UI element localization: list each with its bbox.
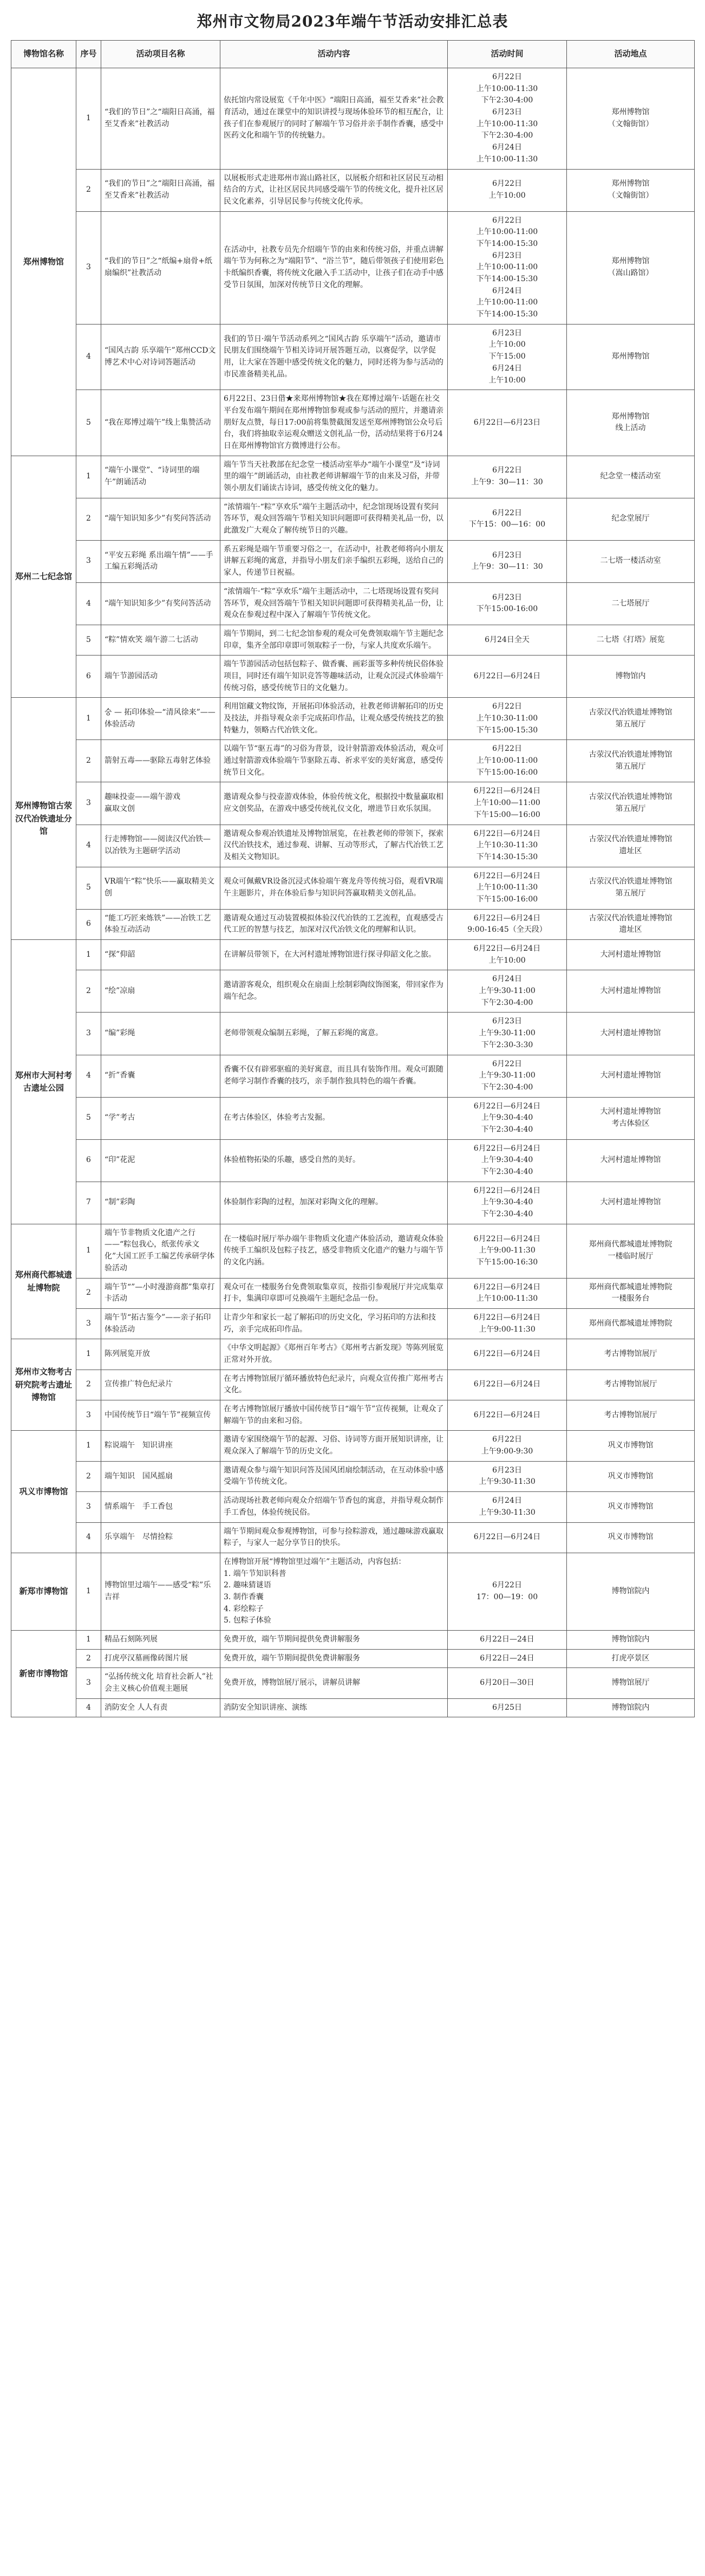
activity-time-cell: 6月22日 17：00—19：00 — [448, 1553, 567, 1630]
activity-time-cell: 6月22日—6月24日 上午10:30-11:30 下午14:30-15:30 — [448, 825, 567, 867]
activity-name-cell: “折”香囊 — [101, 1055, 220, 1097]
row-number-cell: 5 — [76, 1097, 101, 1139]
activity-name-cell: “探”仰韶 — [101, 940, 220, 970]
activity-place-cell: 博物馆院内 — [567, 1631, 695, 1650]
header-row — [11, 41, 695, 68]
activity-content-cell: 以端午节“驱五毒”的习俗为背景，设计射箭游戏体验活动，观众可通过射箭游戏体验端午节驱除五毒、祈求平安的美好寓意，感受传统节日文化。 — [220, 740, 448, 782]
activity-content-cell: 我们的节日·端午节活动系列之“国风古韵 乐享端午”活动，邀请市民朋友们围绕端午节相关诗词开展答题互动，以赛促学，以学促用，让大家在答题中感受传统文化的魅力，同时还将为参与活动的市民准备精美礼品。 — [220, 324, 448, 390]
table-row — [11, 698, 695, 740]
activity-place-cell: 郑州博物馆 （文翰街馆） — [567, 68, 695, 170]
table-row — [11, 1668, 695, 1698]
table-row — [11, 1339, 695, 1370]
activity-name-cell: 粽说端午 知识讲座 — [101, 1431, 220, 1461]
row-number-cell: 1 — [76, 68, 101, 170]
row-number-cell: 1 — [76, 1631, 101, 1650]
header-museum: 博物馆名称 — [11, 41, 76, 68]
activity-content-cell: 邀请观众参观冶铁遗址及博物馆展览，在社教老师的带领下，探索汉代冶铁技术，通过参观、讲解、互动等形式，了解古代冶铁工艺及相关文物知识。 — [220, 825, 448, 867]
table-body — [11, 68, 695, 1717]
activity-place-cell: 博物馆内 — [567, 656, 695, 698]
activity-place-cell: 纪念堂展厅 — [567, 498, 695, 540]
activity-name-cell: 中国传统节日“端午节”视频宣传 — [101, 1400, 220, 1431]
activity-time-cell: 6月20日—30日 — [448, 1668, 567, 1698]
activity-name-cell: 端午节非物质文化遗产之行——“粽包我心，纸张传承文化”大国工匠手工编艺传承研学体验活动 — [101, 1224, 220, 1278]
activity-place-cell: 古荥汉代冶铁遗址博物馆 第五展厅 — [567, 698, 695, 740]
activity-time-cell: 6月22日 下午15：00—16：00 — [448, 498, 567, 540]
activity-time-cell: 6月24日 上午9:30-11:00 下午2:30-4:00 — [448, 970, 567, 1013]
table-row — [11, 1492, 695, 1522]
activity-content-cell: 邀请游客观众，组织观众在扇面上绘制彩陶纹饰图案，带回家作为端午纪念。 — [220, 970, 448, 1013]
activity-time-cell: 6月22日 上午10:00-11:30 下午2:30-4:00 6月23日 上午10:00-11:30 下午2:30-4:00 6月24日 上午10:00-11:30 — [448, 68, 567, 170]
activity-place-cell: 二七塔展厅 — [567, 582, 695, 625]
row-number-cell: 1 — [76, 698, 101, 740]
row-number-cell: 5 — [76, 390, 101, 456]
table-row — [11, 1308, 695, 1339]
activity-time-cell: 6月22日—6月24日 — [448, 1522, 567, 1553]
activity-time-cell: 6月22日 上午10:30-11:00 下午15:00-15:30 — [448, 698, 567, 740]
activity-time-cell: 6月22日—6月24日 上午9:30-4:40 下午2:30-4:40 — [448, 1139, 567, 1182]
activity-time-cell: 6月22日—6月24日 上午9:00-11:30 下午15:00-16:30 — [448, 1224, 567, 1278]
activity-time-cell: 6月23日 上午9:30-11:30 — [448, 1461, 567, 1491]
activity-time-cell: 6月22日—6月24日 — [448, 1370, 567, 1400]
activity-place-cell: 博物馆院内 — [567, 1698, 695, 1717]
table-row — [11, 1522, 695, 1553]
activity-name-cell: “制”彩陶 — [101, 1182, 220, 1224]
table-row — [11, 68, 695, 170]
activity-time-cell: 6月22日 上午10:00-11:00 下午15:00-16:00 — [448, 740, 567, 782]
header-activity-place: 活动地点 — [567, 41, 695, 68]
museum-name-cell: 郑州市大河村考古遗址公园 — [11, 940, 76, 1224]
activity-content-cell: 利用馆藏文物纹饰，开展拓印体验活动，社教老师讲解拓印的历史及技法，并指导观众亲手完成拓印作品，让观众感受传统技艺的独特魅力，领略古代冶铁文化。 — [220, 698, 448, 740]
activity-place-cell: 大河村遗址博物馆 — [567, 940, 695, 970]
activity-content-cell: 免费开放，博物馆展厅展示，讲解员讲解 — [220, 1668, 448, 1698]
activity-name-cell: “学”考古 — [101, 1097, 220, 1139]
header-no: 序号 — [76, 41, 101, 68]
row-number-cell: 2 — [76, 498, 101, 540]
activity-content-cell: 在考古博物馆展厅循环播放特色纪录片，向观众宣传推广郑州考古文化。 — [220, 1370, 448, 1400]
activity-place-cell: 郑州博物馆 — [567, 324, 695, 390]
activity-place-cell: 大河村遗址博物馆 考古体验区 — [567, 1097, 695, 1139]
table-row — [11, 1370, 695, 1400]
table-row — [11, 1461, 695, 1491]
row-number-cell: 3 — [76, 782, 101, 825]
activity-time-cell: 6月22日—6月24日 上午10:00 — [448, 940, 567, 970]
activity-name-cell: 端午节游园活动 — [101, 656, 220, 698]
table-row — [11, 1431, 695, 1461]
activity-place-cell: 郑州商代都城遗址博物院 一楼临时展厅 — [567, 1224, 695, 1278]
activity-content-cell: 在一楼临时展厅举办端午非物质文化遗产体验活动，邀请观众体验传统手工编织及包粽子技艺，感受非物质文化遗产的魅力与端午节的文化内涵。 — [220, 1224, 448, 1278]
activity-place-cell: 郑州博物馆 （嵩山路馆） — [567, 211, 695, 324]
activity-name-cell: “我在郑博过端午”线上集赞活动 — [101, 390, 220, 456]
activity-time-cell: 6月24日 上午9:30-11:30 — [448, 1492, 567, 1522]
activity-time-cell: 6月22日 上午9:00-9:30 — [448, 1431, 567, 1461]
table-row — [11, 1097, 695, 1139]
activity-place-cell: 大河村遗址博物馆 — [567, 1182, 695, 1224]
activity-name-cell: “端午知识知多少”有奖问答活动 — [101, 582, 220, 625]
activity-content-cell: 在考古博物馆展厅播放中国传统节日“端午节”宣传视频，让观众了解端午节的由来和习俗。 — [220, 1400, 448, 1431]
table-row — [11, 740, 695, 782]
activity-time-cell: 6月22日—6月24日 9:00-16:45（全天段） — [448, 909, 567, 939]
schedule-table — [11, 40, 695, 1717]
activity-content-cell: 免费开放，端午节期间提供免费讲解服务 — [220, 1631, 448, 1650]
table-row — [11, 782, 695, 825]
museum-name-cell: 巩义市博物馆 — [11, 1431, 76, 1553]
activity-content-cell: “浓情端午·“粽”享欢乐”端午主题活动中，二七塔现场设置有奖问答环节，观众回答端午节相关知识问题即可获得精美礼品一份，让观众在参观过程中深入了解端午节传统文化。 — [220, 582, 448, 625]
activity-place-cell: 巩义市博物馆 — [567, 1522, 695, 1553]
activity-content-cell: 以展板形式走进郑州市嵩山路社区，以展板介绍和社区居民互动相结合的方式，让社区居民共同感受端午节的传统文化，提升社区居民文化素养，引导居民参与传统文化传承。 — [220, 169, 448, 211]
museum-name-cell: 新郑市博物馆 — [11, 1553, 76, 1630]
row-number-cell: 2 — [76, 1370, 101, 1400]
row-number-cell: 2 — [76, 169, 101, 211]
activity-place-cell: 大河村遗址博物馆 — [567, 1055, 695, 1097]
activity-place-cell: 考古博物馆展厅 — [567, 1339, 695, 1370]
activity-place-cell: 考古博物馆展厅 — [567, 1400, 695, 1431]
activity-time-cell: 6月22日—6月24日 上午10:00-11:30 下午15:00-16:00 — [448, 867, 567, 909]
row-number-cell: 3 — [76, 1400, 101, 1431]
activity-content-cell: 在博物馆开展“博物馆里过端午”主题活动，内容包括： 1. 端午节知识科普 2. 趣味猜谜语 3. 制作香囊 4. 彩绘粽子 5. 包粽子体验 — [220, 1553, 448, 1630]
activity-content-cell: 体验制作彩陶的过程，加深对彩陶文化的理解。 — [220, 1182, 448, 1224]
activity-content-cell: 依托馆内常设展览《千年中医》“端阳日高涌，福至艾香来”社会教育活动，通过在课堂中的知识讲授与现场体验环节的相互配合，让孩子们在参观展厅的同时了解端午节习俗并亲手制作香囊，感受中医药文化和端午节的传统魅力。 — [220, 68, 448, 170]
activity-content-cell: 6月22日、23日借★来郑州博物馆★我在郑博过端午·话题在社交平台发布端午期间在郑州博物馆参观或参与活动的照片，并邀请亲朋好友点赞，每日17:00前将集赞截图发送至郑州博物馆公众号后台，我们将抽取幸运观众赠送文创礼品一份，活动结果将于6月24日在郑州博物馆官方微博进行公布。 — [220, 390, 448, 456]
row-number-cell: 3 — [76, 1308, 101, 1339]
activity-content-cell: “浓情端午·“粽”享欢乐”端午主题活动中，纪念馆现场设置有奖问答环节，观众回答端午节相关知识问题即可获得精美礼品一份，以此激发广大观众了解传统节日的兴趣。 — [220, 498, 448, 540]
activity-time-cell: 6月22日—6月23日 — [448, 390, 567, 456]
activity-content-cell: 端午节期间观众参观博物馆，可参与捡粽游戏，通过趣味游戏赢取粽子，与家人一起分享节日的快乐。 — [220, 1522, 448, 1553]
activity-place-cell: 郑州博物馆 线上活动 — [567, 390, 695, 456]
activity-time-cell: 6月22日—6月24日 上午10:00—11:00 下午15:00—16:00 — [448, 782, 567, 825]
row-number-cell: 4 — [76, 1698, 101, 1717]
activity-name-cell: 陈列展览开放 — [101, 1339, 220, 1370]
row-number-cell: 5 — [76, 867, 101, 909]
row-number-cell: 2 — [76, 970, 101, 1013]
activity-content-cell: 邀请观众参与端午知识问答及国风团扇绘制活动，在互动体验中感受端午节传统文化。 — [220, 1461, 448, 1491]
table-row — [11, 909, 695, 939]
activity-name-cell: “平安五彩绳 系出端午情”——手工编五彩绳活动 — [101, 540, 220, 582]
header-activity-content: 活动内容 — [220, 41, 448, 68]
activity-place-cell: 博物馆院内 — [567, 1553, 695, 1630]
museum-name-cell: 郑州商代都城遗址博物院 — [11, 1224, 76, 1339]
activity-name-cell: 端午节“拓古鉴今”——亲子拓印体验活动 — [101, 1308, 220, 1339]
row-number-cell: 2 — [76, 1649, 101, 1668]
activity-place-cell: 二七塔一楼活动室 — [567, 540, 695, 582]
row-number-cell: 5 — [76, 625, 101, 655]
museum-name-cell: 郑州二七纪念馆 — [11, 456, 76, 698]
activity-time-cell: 6月22日 上午10:00 — [448, 169, 567, 211]
activity-content-cell: 在考古体验区，体验考古发掘。 — [220, 1097, 448, 1139]
activity-content-cell: 观众可佩戴VR设备沉浸式体验端午赛龙舟等传统习俗，观看VR端午主题影片，并在体验后参与知识问答赢取精美文创礼品。 — [220, 867, 448, 909]
activity-name-cell: 宣传推广特色纪录片 — [101, 1370, 220, 1400]
table-row — [11, 1400, 695, 1431]
activity-name-cell: 精品石刻陈列展 — [101, 1631, 220, 1650]
activity-place-cell: 考古博物馆展厅 — [567, 1370, 695, 1400]
table-row — [11, 540, 695, 582]
activity-time-cell: 6月24日全天 — [448, 625, 567, 655]
activity-content-cell: 邀请专家围绕端午节的起源、习俗、诗词等方面开展知识讲座，让观众深入了解端午节的历史文化。 — [220, 1431, 448, 1461]
activity-name-cell: 行走博物馆——阅读汉代冶铁—以冶铁为主题研学活动 — [101, 825, 220, 867]
activity-name-cell: “我们的节日”之“端阳日高涌，福至艾香来”社教活动 — [101, 68, 220, 170]
activity-place-cell: 郑州商代都城遗址博物院 — [567, 1308, 695, 1339]
activity-name-cell: 箭射五毒——驱除五毒射艺体验 — [101, 740, 220, 782]
table-row — [11, 825, 695, 867]
row-number-cell: 4 — [76, 582, 101, 625]
row-number-cell: 1 — [76, 1339, 101, 1370]
activity-name-cell: 趣味投壶——端午游戏 赢取文创 — [101, 782, 220, 825]
table-row — [11, 1553, 695, 1630]
activity-name-cell: 打虎亭汉墓画像砖图片展 — [101, 1649, 220, 1668]
table-row — [11, 390, 695, 456]
table-row — [11, 169, 695, 211]
activity-name-cell: 消防安全 人人有责 — [101, 1698, 220, 1717]
museum-name-cell: 郑州博物馆 — [11, 68, 76, 456]
activity-name-cell: 端午知识 国风摇扇 — [101, 1461, 220, 1491]
row-number-cell: 3 — [76, 1492, 101, 1522]
row-number-cell: 1 — [76, 456, 101, 498]
row-number-cell: 6 — [76, 1139, 101, 1182]
activity-place-cell: 古荥汉代冶铁遗址博物馆 遗址区 — [567, 825, 695, 867]
row-number-cell: 1 — [76, 1431, 101, 1461]
activity-place-cell: 大河村遗址博物馆 — [567, 1013, 695, 1055]
row-number-cell: 3 — [76, 540, 101, 582]
activity-name-cell: “绘”凉扇 — [101, 970, 220, 1013]
activity-time-cell: 6月22日—6月24日 上午9:00-11:30 — [448, 1308, 567, 1339]
table-row — [11, 1055, 695, 1097]
activity-place-cell: 博物馆展厅 — [567, 1668, 695, 1698]
activity-time-cell: 6月23日 上午9:30-11:00 下午2:30-3:30 — [448, 1013, 567, 1055]
activity-time-cell: 6月25日 — [448, 1698, 567, 1717]
activity-place-cell: 古荥汉代冶铁遗址博物馆 第五展厅 — [567, 867, 695, 909]
activity-name-cell: VR端午“粽”快乐——赢取精美文创 — [101, 867, 220, 909]
table-row — [11, 211, 695, 324]
activity-content-cell: 端午节期间，到二七纪念馆参观的观众可免费领取端午节主题纪念印章，集齐全部印章即可领取粽子一份，与家人共度欢乐端午。 — [220, 625, 448, 655]
row-number-cell: 4 — [76, 324, 101, 390]
activity-name-cell: “能工巧匠来炼铁”——冶铁工艺体验互动活动 — [101, 909, 220, 939]
activity-content-cell: 端午节当天社教部在纪念堂一楼活动室举办“端午小课堂”及“诗词里的端午”朗诵活动，由社教老师讲解端午节的由来及习俗，并带领小朋友们诵读古诗词，感受传统文化的魅力。 — [220, 456, 448, 498]
header-activity-name: 活动项目名称 — [101, 41, 220, 68]
activity-name-cell: 숭 — 拓印体验—“清风徐来”——体验活动 — [101, 698, 220, 740]
table-row — [11, 867, 695, 909]
activity-place-cell: 纪念堂一楼活动室 — [567, 456, 695, 498]
table-row — [11, 456, 695, 498]
activity-place-cell: 大河村遗址博物馆 — [567, 970, 695, 1013]
row-number-cell: 3 — [76, 1013, 101, 1055]
activity-name-cell: “编”彩绳 — [101, 1013, 220, 1055]
table-row — [11, 940, 695, 970]
activity-name-cell: “端午知识知多少”有奖问答活动 — [101, 498, 220, 540]
museum-name-cell: 郑州博物馆古荥汉代冶铁遗址分馆 — [11, 698, 76, 940]
activity-name-cell: “国风古韵 乐享端午”郑州CCD文博艺术中心对诗词答题活动 — [101, 324, 220, 390]
row-number-cell: 3 — [76, 1668, 101, 1698]
row-number-cell: 3 — [76, 211, 101, 324]
row-number-cell: 6 — [76, 909, 101, 939]
table-row — [11, 625, 695, 655]
activity-time-cell: 6月23日 上午10:00 下午15:00 6月24日 上午10:00 — [448, 324, 567, 390]
activity-name-cell: 端午节“”—小时漫游商都”集章打卡活动 — [101, 1278, 220, 1308]
museum-name-cell: 郑州市文物考古研究院考古遗址博物馆 — [11, 1339, 76, 1431]
row-number-cell: 7 — [76, 1182, 101, 1224]
activity-time-cell: 6月23日 下午15:00-16:00 — [448, 582, 567, 625]
table-row — [11, 1182, 695, 1224]
table-row — [11, 324, 695, 390]
activity-content-cell: 《中华文明起源》《郑州百年考古》《郑州考古新发现》等陈列展览正常对外开放。 — [220, 1339, 448, 1370]
museum-name-cell: 新密市博物馆 — [11, 1631, 76, 1717]
activity-place-cell: 古荥汉代冶铁遗址博物馆 遗址区 — [567, 909, 695, 939]
activity-time-cell: 6月22日—24日 — [448, 1631, 567, 1650]
activity-name-cell: “粽”情欢笑 端午游二七活动 — [101, 625, 220, 655]
activity-place-cell: 二七塔《打塔》展览 — [567, 625, 695, 655]
activity-content-cell: 香囊不仅有辟邪驱瘟的美好寓意，而且具有装饰作用。观众可跟随老师学习制作香囊的技巧，亲手制作独具特色的端午香囊。 — [220, 1055, 448, 1097]
activity-content-cell: 活动现场社教老师向观众介绍端午节香包的寓意，并指导观众制作手工香包，体验传统民俗。 — [220, 1492, 448, 1522]
table-row — [11, 1224, 695, 1278]
activity-time-cell: 6月23日 上午9：30—11：30 — [448, 540, 567, 582]
activity-place-cell: 打虎亭景区 — [567, 1649, 695, 1668]
table-row — [11, 498, 695, 540]
activity-name-cell: “端午小课堂”、“诗词里的端午”朗诵活动 — [101, 456, 220, 498]
activity-name-cell: “弘扬传统文化 培育社会新人”社会主义核心价值观主题展 — [101, 1668, 220, 1698]
page-title: 郑州市文物局2023年端午节活动安排汇总表 — [197, 12, 508, 30]
activity-time-cell: 6月22日—6月24日 上午9:30-4:40 下午2:30-4:40 — [448, 1182, 567, 1224]
activity-time-cell: 6月22日—6月24日 上午10:00-11:30 — [448, 1278, 567, 1308]
activity-time-cell: 6月22日—6月24日 — [448, 1339, 567, 1370]
table-row — [11, 1631, 695, 1650]
table-row — [11, 1698, 695, 1717]
table-row — [11, 656, 695, 698]
table-row — [11, 1278, 695, 1308]
row-number-cell: 4 — [76, 825, 101, 867]
activity-place-cell: 巩义市博物馆 — [567, 1492, 695, 1522]
activity-time-cell: 6月22日—24日 — [448, 1649, 567, 1668]
table-row — [11, 970, 695, 1013]
row-number-cell: 2 — [76, 1461, 101, 1491]
activity-content-cell: 观众可在一楼服务台免费领取集章页，按指引参观展厅并完成集章打卡，集满印章即可兑换端午主题纪念品一份。 — [220, 1278, 448, 1308]
row-number-cell: 2 — [76, 740, 101, 782]
activity-content-cell: 邀请观众参与投壶游戏体验，体验传统文化，根据投中数量赢取相应文创奖品，在游戏中感受传统礼仪文化，增进节日欢乐氛围。 — [220, 782, 448, 825]
activity-content-cell: 让青少年和家长一起了解拓印的历史文化，学习拓印的方法和技巧，亲手完成拓印作品。 — [220, 1308, 448, 1339]
row-number-cell: 1 — [76, 940, 101, 970]
table-row — [11, 1649, 695, 1668]
activity-content-cell: 消防安全知识讲座、演练 — [220, 1698, 448, 1717]
activity-time-cell: 6月22日—6月24日 — [448, 656, 567, 698]
table-row — [11, 1139, 695, 1182]
row-number-cell: 4 — [76, 1522, 101, 1553]
activity-name-cell: “印”花泥 — [101, 1139, 220, 1182]
row-number-cell: 2 — [76, 1278, 101, 1308]
activity-content-cell: 端午节游园活动包括包粽子、做香囊、画彩蛋等多种传统民俗体验项目，同时还有端午知识竞答等趣味活动，让观众沉浸式体验端午传统习俗，感受传统节日的文化魅力。 — [220, 656, 448, 698]
row-number-cell: 1 — [76, 1224, 101, 1278]
activity-place-cell: 巩义市博物馆 — [567, 1431, 695, 1461]
activity-time-cell: 6月22日 上午9:30-11:00 下午2:30-4:00 — [448, 1055, 567, 1097]
table-row — [11, 582, 695, 625]
activity-place-cell: 郑州商代都城遗址博物院 一楼服务台 — [567, 1278, 695, 1308]
activity-name-cell: 情系端午 手工香包 — [101, 1492, 220, 1522]
activity-content-cell: 在活动中，社教专员先介绍端午节的由来和传统习俗，并重点讲解端午节为何称之为“端阳节”、“浴兰节”，随后带领孩子们使用彩色卡纸编织香囊，将传统文化融入手工活动中，让孩子们在动手中感受节日氛围，加深对传统节日文化的理解。 — [220, 211, 448, 324]
activity-time-cell: 6月22日 上午10:00-11:00 下午14:00-15:30 6月23日 上午10:00-11:00 下午14:00-15:30 6月24日 上午10:00-11:00 下午14:00-15:30 — [448, 211, 567, 324]
activity-content-cell: 邀请观众通过互动装置模拟体验汉代冶铁的工艺流程，直观感受古代工匠的智慧与技艺，加深对汉代冶铁文化的理解和认识。 — [220, 909, 448, 939]
row-number-cell: 4 — [76, 1055, 101, 1097]
activity-place-cell: 大河村遗址博物馆 — [567, 1139, 695, 1182]
activity-place-cell: 郑州博物馆 （文翰街馆） — [567, 169, 695, 211]
activity-name-cell: “我们的节日”之“纸编+扇骨+纸扇编织”社教活动 — [101, 211, 220, 324]
activity-place-cell: 巩义市博物馆 — [567, 1461, 695, 1491]
activity-time-cell: 6月22日—6月24日 — [448, 1400, 567, 1431]
activity-place-cell: 古荥汉代冶铁遗址博物馆 第五展厅 — [567, 740, 695, 782]
activity-content-cell: 在讲解员带领下，在大河村遗址博物馆进行探寻仰韶文化之旅。 — [220, 940, 448, 970]
activity-name-cell: 乐享端午 尽情捡粽 — [101, 1522, 220, 1553]
activity-time-cell: 6月22日—6月24日 上午9:30-4:40 下午2:30-4:40 — [448, 1097, 567, 1139]
activity-content-cell: 免费开放，端午节期间提供免费讲解服务 — [220, 1649, 448, 1668]
row-number-cell: 6 — [76, 656, 101, 698]
activity-content-cell: 老师带领观众编制五彩绳，了解五彩绳的寓意。 — [220, 1013, 448, 1055]
activity-time-cell: 6月22日 上午9：30—11：30 — [448, 456, 567, 498]
activity-content-cell: 体验植物拓染的乐趣，感受自然的美好。 — [220, 1139, 448, 1182]
row-number-cell: 1 — [76, 1553, 101, 1630]
activity-name-cell: 博物馆里过端午——感受“粽”乐吉祥 — [101, 1553, 220, 1630]
activity-place-cell: 古荥汉代冶铁遗址博物馆 第五展厅 — [567, 782, 695, 825]
header-activity-time: 活动时间 — [448, 41, 567, 68]
activity-content-cell: 系五彩绳是端午节重要习俗之一，在活动中，社教老师将向小朋友讲解五彩绳的寓意，并指导小朋友们亲手编织五彩绳，送给自己的家人，传递节日祝福。 — [220, 540, 448, 582]
table-row — [11, 1013, 695, 1055]
activity-name-cell: “我们的节日”之“端阳日高涌，福至艾香来”社教活动 — [101, 169, 220, 211]
